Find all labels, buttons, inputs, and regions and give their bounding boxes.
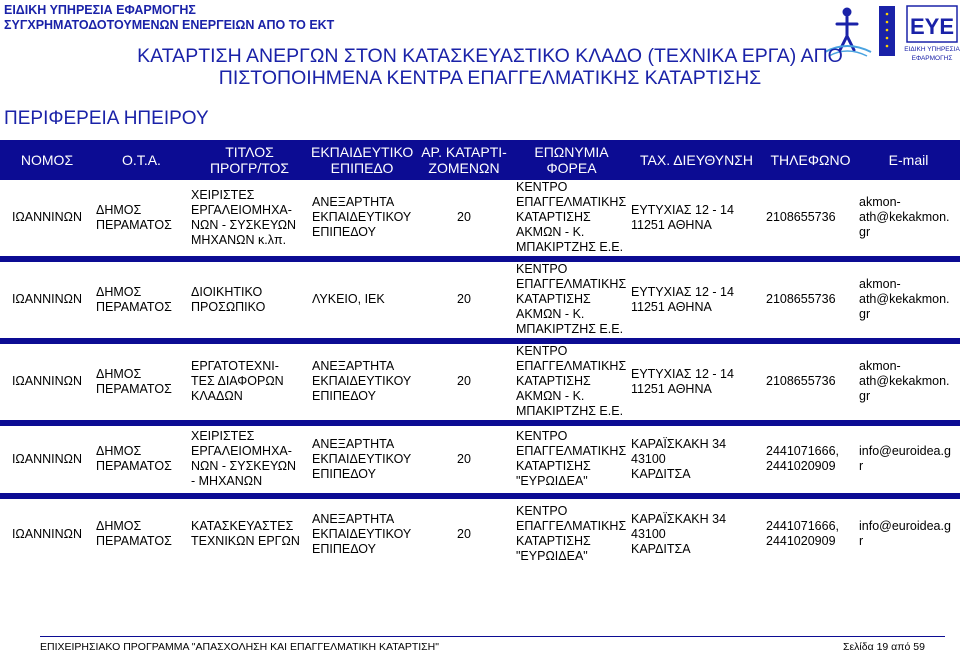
cell-ota [94, 262, 189, 338]
header-nomos: ΝΟΜΟΣ [0, 140, 94, 180]
cell-phone [764, 426, 857, 493]
cell-foreas-line: ΚΕΝΤΡΟ [516, 504, 568, 518]
cell-foreas-line: ΑΚΜΩΝ - Κ. [516, 225, 585, 239]
table-header-row [0, 140, 960, 180]
logo-sub-2: ΕΦΑΡΜΟΓΗΣ [911, 55, 953, 62]
cell-titlos-line: ΚΑΤΑΣΚΕΥΑΣΤΕΣ [191, 519, 294, 533]
cell-foreas [514, 262, 629, 338]
cell-titlos [189, 262, 310, 338]
cell-email-line: r [859, 534, 864, 548]
header-email: E-mail [857, 140, 960, 180]
cell-titlos-line: ΜΗΧΑΝΩΝ κ.λπ. [191, 232, 287, 247]
cell-email-line: info@euroidea.g [859, 444, 951, 458]
cell-phone-line: 2441071666, [766, 444, 839, 458]
cell-email-line: ath@kekakmon. [859, 374, 950, 388]
cell-count-line: 20 [457, 451, 471, 466]
cell-foreas-line: ΑΚΜΩΝ - Κ. [516, 307, 585, 321]
cell-count-line: 20 [457, 210, 471, 224]
cell-ota-line: ΠΕΡΑΜΑΤΟΣ [96, 381, 172, 396]
cell-titlos-line: - ΜΗΧΑΝΩΝ [191, 474, 263, 488]
cell-foreas-line: ΚΑΤΑΡΤΙΣΗΣ [516, 374, 591, 388]
cell-email-line: gr [859, 307, 871, 321]
table-row [0, 426, 960, 493]
cell-email-line: ath@kekakmon. [859, 292, 950, 306]
cell-foreas-line: ΕΠΑΓΓΕΛΜΑΤΙΚΗΣ [516, 195, 627, 209]
cell-foreas-line: ΚΕΝΤΡΟ [516, 344, 568, 358]
cell-count [414, 262, 514, 338]
cell-ota-line: ΠΕΡΑΜΑΤΟΣ [96, 217, 172, 232]
cell-epipedo-line: ΕΚΠΑΙΔΕΥΤΙΚΟΥ [312, 210, 412, 224]
region-heading: ΠΕΡΙΦΕΡΕΙΑ ΗΠΕΙΡΟΥ [4, 108, 209, 129]
cell-ota-line: ΔΗΜΟΣ [96, 444, 142, 458]
cell-epipedo [310, 499, 414, 570]
eye-logo [904, 6, 960, 62]
cell-email [857, 499, 960, 570]
cell-foreas-line: ΚΕΝΤΡΟ [516, 180, 568, 194]
cell-address-line: 11251 ΑΘΗΝΑ [631, 299, 712, 314]
cell-address-line: ΕΥΤΥΧΙΑΣ 12 - 14 [631, 202, 734, 217]
cell-foreas [514, 344, 629, 420]
cell-phone-line: 2108655736 [766, 210, 836, 224]
cell-address [629, 262, 764, 338]
cell-titlos [189, 426, 310, 493]
cell-foreas-line: ΜΠΑΚΙΡΤΖΗΣ Ε.Ε. [516, 322, 624, 336]
cell-titlos-line: ΕΡΓΑΛΕΙΟΜΗΧΑ- [191, 202, 292, 217]
cell-address-line: ΚΑΡΑΪΣΚΑΚΗ 34 43100 [631, 436, 727, 466]
cell-email-line: gr [859, 389, 871, 403]
cell-address-line: 11251 ΑΘΗΝΑ [631, 217, 712, 232]
cell-foreas-line: ΜΠΑΚΙΡΤΖΗΣ Ε.Ε. [516, 240, 624, 254]
cell-epipedo-line: ΕΚΠΑΙΔΕΥΤΙΚΟΥ [312, 451, 412, 466]
cell-count [414, 426, 514, 493]
cell-titlos [189, 499, 310, 570]
cell-foreas-line: ΚΑΤΑΡΤΙΣΗΣ [516, 459, 591, 473]
logo-sub-1: ΕΙΔΙΚΗ ΥΠΗΡΕΣΙΑ [904, 46, 960, 53]
logo-text: ΕΥΕ [909, 14, 955, 39]
cell-foreas-line: ΕΠΑΓΓΕΛΜΑΤΙΚΗΣ [516, 359, 627, 373]
centers-table [0, 140, 960, 570]
cell-count [414, 180, 514, 256]
cell-nomos-line: ΙΩΑΝΝΙΝΩΝ [11, 210, 83, 224]
organization-header [4, 3, 334, 33]
cell-epipedo-line: ΛΥΚΕΙΟ, ΙΕΚ [312, 292, 385, 306]
cell-ota [94, 426, 189, 493]
cell-phone-line: 2108655736 [766, 292, 836, 306]
cell-epipedo-line: ΑΝΕΞΑΡΤΗΤΑ [312, 511, 395, 526]
cell-phone-line: 2441020909 [766, 459, 836, 473]
cell-foreas-line: ΕΠΑΓΓΕΛΜΑΤΙΚΗΣ [516, 444, 627, 458]
cell-foreas-line: ΕΠΑΓΓΕΛΜΑΤΙΚΗΣ [516, 277, 627, 291]
cell-count [414, 499, 514, 570]
cell-email-line: ath@kekakmon. [859, 210, 950, 224]
cell-titlos-line: ΤΕΣ ΔΙΑΦΟΡΩΝ [191, 374, 284, 388]
cell-titlos [189, 344, 310, 420]
footer-program: ΕΠΙΧΕΙΡΗΣΙΑΚΟ ΠΡΟΓΡΑΜΜΑ "ΑΠΑΣΧΟΛΗΣΗ ΚΑΙ ΕΠΑΓΓΕΛΜΑΤΙΚΗ ΚΑΤΑΡΤΙΣΗ" [40, 641, 439, 653]
cell-titlos-line: ΧΕΙΡΙΣΤΕΣ [191, 187, 255, 202]
cell-email-line: gr [859, 225, 871, 239]
cell-titlos-line: ΤΕΧΝΙΚΩΝ ΕΡΓΩΝ [191, 534, 300, 548]
cell-email-line: r [859, 459, 864, 473]
cell-nomos [0, 344, 94, 420]
header-count: ΑΡ. ΚΑΤΑΡΤΙ- ΖΟΜΕΝΩΝ [414, 140, 514, 180]
org-line-1: ΕΙΔΙΚΗ ΥΠΗΡΕΣΙΑ ΕΦΑΡΜΟΓΗΣ [4, 3, 196, 17]
cell-ota-line: ΠΕΡΑΜΑΤΟΣ [96, 534, 172, 548]
table-body [0, 180, 960, 570]
cell-address [629, 426, 764, 493]
header-titlos: ΤΙΤΛΟΣ ΠΡΟΓΡ/ΤΟΣ [189, 140, 310, 180]
cell-count-line: 20 [457, 292, 471, 306]
cell-epipedo [310, 262, 414, 338]
cell-ota-line: ΔΗΜΟΣ [96, 284, 142, 299]
cell-address-line: ΕΥΤΥΧΙΑΣ 12 - 14 [631, 284, 734, 299]
cell-foreas [514, 499, 629, 570]
cell-nomos-line: ΙΩΑΝΝΙΝΩΝ [11, 526, 83, 541]
cell-ota-line: ΠΕΡΑΜΑΤΟΣ [96, 299, 172, 314]
cell-phone [764, 262, 857, 338]
cell-ota-line: ΔΗΜΟΣ [96, 519, 142, 533]
cell-ota-line: ΔΗΜΟΣ [96, 366, 142, 381]
footer-page-number: Σελίδα 19 από 59 [843, 641, 925, 653]
cell-nomos-line: ΙΩΑΝΝΙΝΩΝ [11, 451, 83, 466]
cell-address [629, 344, 764, 420]
cell-email [857, 180, 960, 256]
cell-titlos-line: ΚΛΑΔΩΝ [191, 389, 243, 403]
cell-phone-line: 2441020909 [766, 534, 836, 548]
cell-epipedo-line: ΕΚΠΑΙΔΕΥΤΙΚΟΥ [312, 374, 412, 388]
table-row [0, 499, 960, 570]
title-line-2: ΠΙΣΤΟΠΟΙΗΜΕΝΑ ΚΕΝΤΡΑ ΕΠΑΓΓΕΛΜΑΤΙΚΗΣ ΚΑΤΑΡΤΙΣΗΣ [218, 67, 762, 89]
cell-foreas-line: ΚΕΝΤΡΟ [516, 262, 568, 276]
cell-titlos-line: ΕΡΓΑΤΟΤΕΧΝΙ- [191, 359, 279, 373]
cell-foreas-line: ΜΠΑΚΙΡΤΖΗΣ Ε.Ε. [516, 404, 624, 418]
cell-address-line: ΕΥΤΥΧΙΑΣ 12 - 14 [631, 366, 734, 381]
cell-foreas-line: "ΕΥΡΩΙΔΕΑ" [516, 474, 588, 488]
cell-ota-line: ΔΗΜΟΣ [96, 202, 142, 217]
cell-epipedo [310, 180, 414, 256]
cell-phone [764, 344, 857, 420]
cell-ota [94, 180, 189, 256]
cell-epipedo-line: ΑΝΕΞΑΡΤΗΤΑ [312, 195, 395, 209]
page-title [80, 45, 900, 89]
cell-epipedo [310, 344, 414, 420]
cell-address [629, 499, 764, 570]
cell-email [857, 344, 960, 420]
cell-address-line: ΚΑΡΔΙΤΣΑ [631, 466, 691, 481]
cell-titlos-line: ΧΕΙΡΙΣΤΕΣ [191, 429, 255, 443]
cell-titlos-line: ΠΡΟΣΩΠΙΚΟ [191, 299, 266, 314]
title-line-1: ΚΑΤΑΡΤΙΣΗ ΑΝΕΡΓΩΝ ΣΤΟΝ ΚΑΤΑΣΚΕΥΑΣΤΙΚΟ ΚΛΑΔΟ (ΤΕΧΝΙΚΑ ΕΡΓΑ) ΑΠΟ [137, 45, 843, 67]
cell-foreas-line: ΚΑΤΑΡΤΙΣΗΣ [516, 292, 591, 306]
header-address: ΤΑΧ. ΔΙΕΥΘΥΝΣΗ [629, 140, 764, 180]
cell-foreas-line: "ΕΥΡΩΙΔΕΑ" [516, 549, 588, 563]
cell-email-line: akmon- [859, 195, 901, 209]
cell-count-line: 20 [457, 526, 471, 541]
cell-address-line: 11251 ΑΘΗΝΑ [631, 381, 712, 396]
cell-phone-line: 2108655736 [766, 374, 836, 388]
cell-epipedo-line: ΕΠΙΠΕΔΟΥ [312, 541, 376, 556]
cell-phone [764, 499, 857, 570]
cell-nomos [0, 262, 94, 338]
cell-email-line: info@euroidea.g [859, 519, 951, 533]
cell-phone [764, 180, 857, 256]
cell-titlos-line: ΝΩΝ - ΣΥΣΚΕΥΩΝ [191, 459, 297, 473]
cell-email [857, 262, 960, 338]
cell-address-line: ΚΑΡΔΙΤΣΑ [631, 541, 691, 556]
cell-foreas-line: ΚΑΤΑΡΤΙΣΗΣ [516, 210, 591, 224]
cell-epipedo-line: ΕΠΙΠΕΔΟΥ [312, 225, 376, 239]
cell-address-line: ΚΑΡΑΪΣΚΑΚΗ 34 43100 [631, 511, 727, 541]
cell-nomos [0, 426, 94, 493]
cell-titlos [189, 180, 310, 256]
cell-foreas-line: ΑΚΜΩΝ - Κ. [516, 389, 585, 403]
cell-foreas [514, 426, 629, 493]
cell-email-line: akmon- [859, 277, 901, 291]
cell-foreas [514, 180, 629, 256]
cell-nomos-line: ΙΩΑΝΝΙΝΩΝ [11, 292, 83, 306]
cell-email-line: akmon- [859, 359, 901, 373]
cell-epipedo-line: ΑΝΕΞΑΡΤΗΤΑ [312, 359, 395, 373]
table-row [0, 180, 960, 256]
cell-epipedo-line: ΕΠΙΠΕΔΟΥ [312, 389, 376, 403]
cell-ota-line: ΠΕΡΑΜΑΤΟΣ [96, 459, 172, 473]
cell-nomos [0, 180, 94, 256]
cell-nomos-line: ΙΩΑΝΝΙΝΩΝ [11, 374, 83, 388]
cell-foreas-line: ΚΑΤΑΡΤΙΣΗΣ [516, 534, 591, 548]
table-row [0, 262, 960, 338]
table-row [0, 344, 960, 420]
cell-email [857, 426, 960, 493]
cell-ota [94, 344, 189, 420]
cell-epipedo [310, 426, 414, 493]
cell-foreas-line: ΚΕΝΤΡΟ [516, 429, 568, 443]
cell-epipedo-line: ΕΚΠΑΙΔΕΥΤΙΚΟΥ [312, 526, 412, 541]
header-foreas: ΕΠΩΝΥΜΙΑ ΦΟΡΕΑ [514, 140, 629, 180]
header-phone: ΤΗΛΕΦΩΝΟ [764, 140, 857, 180]
cell-count-line: 20 [457, 374, 471, 388]
footer-divider [40, 636, 945, 637]
cell-ota [94, 499, 189, 570]
cell-epipedo-line: ΑΝΕΞΑΡΤΗΤΑ [312, 436, 395, 451]
cell-titlos-line: ΕΡΓΑΛΕΙΟΜΗΧΑ- [191, 444, 292, 458]
header-epipedo: ΕΚΠΑΙΔΕΥΤΙΚΟ ΕΠΙΠΕΔΟ [310, 140, 414, 180]
cell-epipedo-line: ΕΠΙΠΕΔΟΥ [312, 466, 376, 481]
org-line-2: ΣΥΓΧΡΗΜΑΤΟΔΟΤΟΥΜΕΝΩΝ ΕΝΕΡΓΕΙΩΝ ΑΠΟ ΤΟ ΕΚΤ [4, 18, 335, 32]
header-ota: Ο.Τ.Α. [94, 140, 189, 180]
cell-titlos-line: ΝΩΝ - ΣΥΣΚΕΥΩΝ [191, 217, 297, 232]
cell-nomos [0, 499, 94, 570]
cell-phone-line: 2441071666, [766, 519, 839, 533]
cell-address [629, 180, 764, 256]
cell-titlos-line: ΔΙΟΙΚΗΤΙΚΟ [191, 284, 263, 299]
cell-count [414, 344, 514, 420]
cell-foreas-line: ΕΠΑΓΓΕΛΜΑΤΙΚΗΣ [516, 519, 627, 533]
